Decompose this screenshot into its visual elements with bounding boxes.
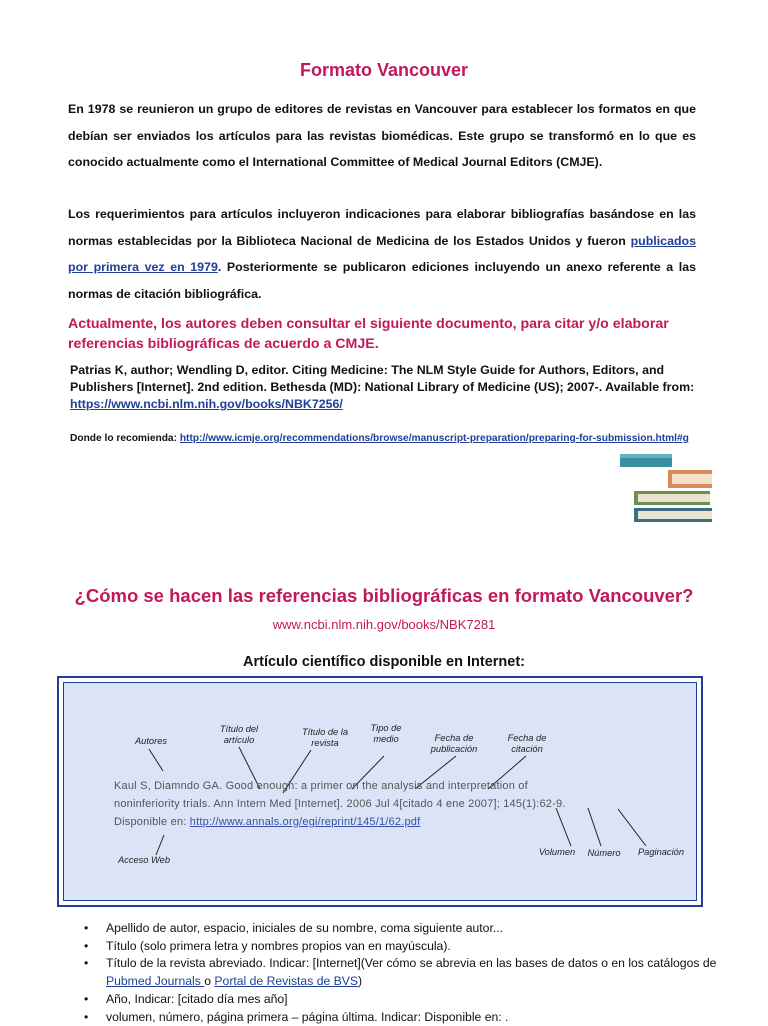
label-paginacion: Paginación [637,847,684,857]
books-icon [616,452,716,524]
citation-disponible-label: Disponible en: [114,816,190,828]
label-tipo-medio: Tipo de medio [370,723,402,744]
list-item-text: Título de la revista abreviado. Indicar: [Internet](Ver cómo se abrevia en las bases de datos o en los catálogos de [106,956,717,971]
intro-p2-text-end: . Posteriormente se publicaron ediciones incluyendo un anexo referente a las normas de citación bibliográfica. [68,260,696,301]
intro-p2-text: Los requerimientos para artículos incluyeron indicaciones para elaborar bibliografías basándose en las normas establecidas por la Biblioteca Nacional de Medicina de los Estados Unidos y fueron [68,207,696,248]
page-title: Formato Vancouver [299,60,469,80]
section-subheading: Artículo científico disponible en Internet: [243,654,525,670]
consult-note: Actualmente, los autores deben consultar el siguiente documento, para citar y/o elaborar referencias bibliográficas de acuerdo a CMJE. [68,316,669,352]
citation-diagram [57,676,703,907]
label-autores: Autores [134,736,168,746]
list-item [84,955,724,990]
intro-paragraph-1: En 1978 se reunieron un grupo de editores de revistas en Vancouver para establecer los formatos en que debían ser enviados los artículos para las revistas biomédicas. Este grupo se transformó en lo que es conocido actualmente como el International Committee of Medical Journal Editors (CMJE). [68,102,696,169]
citation-line-3 [114,816,420,828]
label-fecha-citacion: Fecha de citación [507,733,547,754]
icmje-link[interactable]: http://www.icmje.org/recommendations/browse/manuscript-preparation/preparing-for-submission.html#g [179,433,689,444]
label-titulo-revista: Título de la revista [302,727,348,748]
donde-label: Donde lo recomienda: [70,433,180,444]
label-numero: Número [587,848,621,858]
annals-link[interactable]: http://www.annals.org/egi/reprint/145/1/62.pdf [189,816,421,828]
citing-medicine-reference [70,362,710,413]
reference-text: Patrias K, author; Wendling D, editor. Citing Medicine: The NLM Style Guide for Authors, Editors, and Publishers [Internet]. 2nd edition. Bethesda (MD): National Library of Medicine (US); 2007-. Available from: [70,363,695,394]
list-item: • Título (solo primera letra y nombres propios van en mayúscula). [84,938,724,956]
ncbi-url[interactable]: www.ncbi.nlm.nih.gov/books/NBK7281 [272,617,496,632]
citation-line-1: Kaul S, Diamndo GA. Good enough: a primer on the analysis and interpretation of [114,780,528,792]
citation-diagram-panel [63,682,697,901]
label-volumen: Volumen [538,847,576,857]
recommendation-source [70,431,710,446]
label-titulo-articulo: Título del artículo [219,724,259,745]
instructions-list [84,920,724,1026]
list-item: • volumen, número, página primera – página última. Indicar: Disponible en: . [84,1009,724,1026]
list-item: • Apellido de autor, espacio, iniciales de su nombre, coma siguiente autor... [84,920,724,938]
label-acceso-web: Acceso Web [117,855,171,865]
nbk7256-link[interactable]: https://www.ncbi.nlm.nih.gov/books/NBK7256/ [70,397,343,411]
list-item-text-mid: o [204,974,215,989]
bvs-portal-link[interactable]: Portal de Revistas de BVS [214,974,359,989]
section-question: ¿Cómo se hacen las referencias bibliográficas en formato Vancouver? [74,585,694,606]
annotation-lines [64,683,706,910]
label-fecha-publicacion: Fecha de publicación [430,733,478,754]
list-item-text-end: ) [358,974,363,989]
published-1979-link[interactable]: publicados por primera vez en 1979 [68,233,696,274]
pubmed-journals-link[interactable]: Pubmed Journals [106,974,205,989]
list-item: • Año, Indicar: [citado día mes año] [84,991,724,1009]
intro-paragraph-2 [68,201,696,307]
citation-line-2: noninferiority trials. Ann Intern Med [Internet]. 2006 Jul 4[citado 4 ene 2007]; 145(1):62-9. [114,798,566,810]
